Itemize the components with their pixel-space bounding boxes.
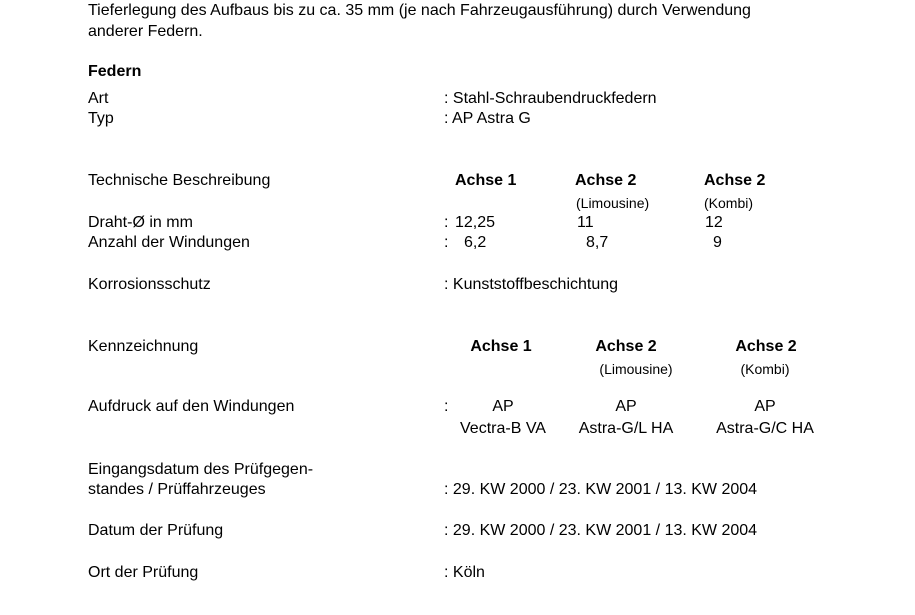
technische-header-achse-1: Achse 1 xyxy=(455,172,517,189)
draht-label: Draht-Ø in mm xyxy=(88,214,193,231)
technische-header-achse-2-kombi: Achse 2 xyxy=(704,172,766,189)
aufdruck-label: Aufdruck auf den Windungen xyxy=(88,398,295,415)
korrosion-value: : Kunststoffbeschichtung xyxy=(444,276,619,293)
draht-value-achse-1: 12,25 xyxy=(455,214,496,231)
kennzeichnung-header-achse-2-limousine: Achse 2 xyxy=(595,338,657,355)
windungen-label: Anzahl der Windungen xyxy=(88,234,250,251)
kennzeichnung-subheader-kombi: (Kombi) xyxy=(740,361,790,377)
aufdruck-line2-achse-1: Vectra-B VA xyxy=(460,420,546,437)
windungen-colon: : xyxy=(444,234,449,251)
windungen-value-achse-2-limousine: 8,7 xyxy=(586,234,609,251)
korrosion-label: Korrosionsschutz xyxy=(88,276,211,293)
windungen-value-achse-1: 6,2 xyxy=(464,234,487,251)
draht-value-achse-2-limousine: 11 xyxy=(577,214,594,231)
aufdruck-line2-achse-2-kombi: Astra-G/C HA xyxy=(716,420,814,437)
eingang-value: : 29. KW 2000 / 23. KW 2001 / 13. KW 2004 xyxy=(444,481,758,498)
art-value: : Stahl-Schraubendruckfedern xyxy=(444,90,657,107)
kennzeichnung-header-achse-1: Achse 1 xyxy=(470,338,532,355)
kennzeichnung-header-achse-2-kombi: Achse 2 xyxy=(735,338,797,355)
aufdruck-line1-achse-2-kombi: AP xyxy=(754,398,776,415)
eingang-label-line-1: Eingangsdatum des Prüfgegen- xyxy=(88,461,314,478)
technische-subheader-limousine: (Limousine) xyxy=(576,195,650,211)
ort-label: Ort der Prüfung xyxy=(88,564,199,581)
ort-value: : Köln xyxy=(444,564,485,581)
aufdruck-line1-achse-1: AP xyxy=(492,398,514,415)
section-title: Federn xyxy=(88,63,142,80)
windungen-value-achse-2-kombi: 9 xyxy=(713,234,722,251)
eingang-label-line-2: standes / Prüffahrzeuges xyxy=(88,481,266,498)
kennzeichnung-subheader-limousine: (Limousine) xyxy=(599,361,673,377)
art-label: Art xyxy=(88,90,109,107)
intro-line-1: Tieferlegung des Aufbaus bis zu ca. 35 mm (je nach Fahrzeugausführung) durch Verwendung xyxy=(88,2,751,19)
aufdruck-colon: : xyxy=(444,398,449,415)
technische-subheader-kombi: (Kombi) xyxy=(704,195,754,211)
typ-label: Typ xyxy=(88,110,114,127)
draht-colon: : xyxy=(444,214,449,231)
draht-value-achse-2-kombi: 12 xyxy=(705,214,723,231)
aufdruck-line1-achse-2-limousine: AP xyxy=(615,398,637,415)
aufdruck-line2-achse-2-limousine: Astra-G/L HA xyxy=(578,420,674,437)
technische-header-achse-2-limousine: Achse 2 xyxy=(575,172,637,189)
kennzeichnung-label: Kennzeichnung xyxy=(88,338,199,355)
technische-label: Technische Beschreibung xyxy=(88,172,271,189)
datum-value: : 29. KW 2000 / 23. KW 2001 / 13. KW 2004 xyxy=(444,522,758,539)
intro-line-2: anderer Federn. xyxy=(88,23,203,40)
typ-value: : AP Astra G xyxy=(444,110,531,127)
datum-label: Datum der Prüfung xyxy=(88,522,224,539)
